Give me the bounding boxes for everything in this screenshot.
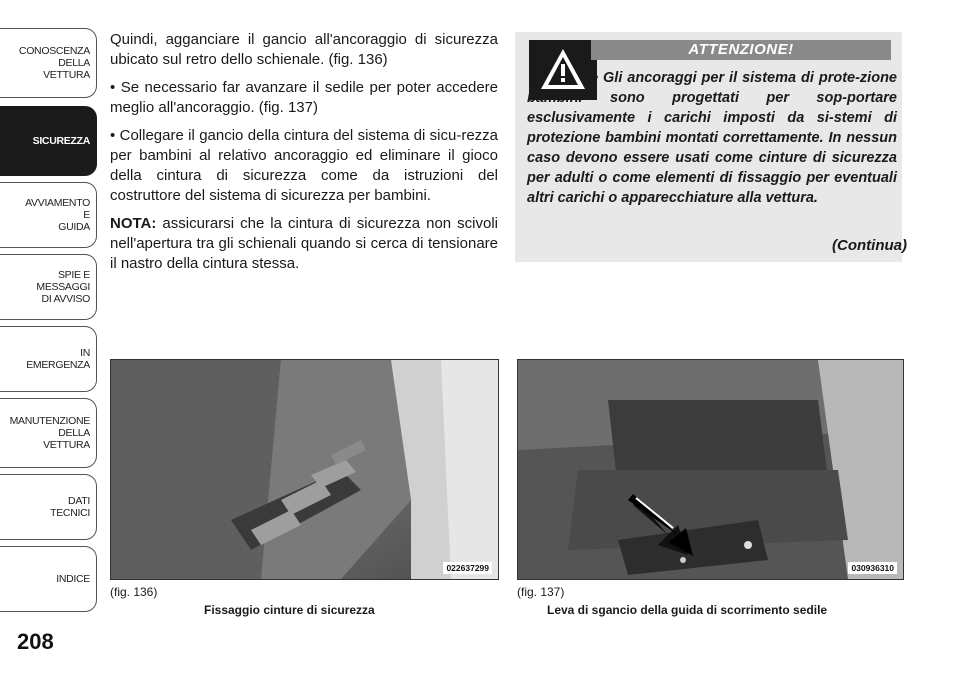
tab-dati-tecnici[interactable] bbox=[0, 474, 97, 540]
tab-label: CONOSCENZA DELLA VETTURA bbox=[18, 45, 90, 81]
nota-text: assicurarsi che la cintura di sicurezza non scivoli nell'apertura tra gli schienali quando si cerca di tensionare il nastro della cintura stessa. bbox=[110, 215, 498, 272]
seat-release-illustration bbox=[518, 360, 903, 579]
tab-spie-e-messaggi[interactable] bbox=[0, 254, 97, 320]
warning-title: ATTENZIONE! bbox=[591, 40, 891, 60]
figure-caption: Fissaggio cinture di sicurezza bbox=[204, 603, 375, 617]
tab-label: MANUTENZIONE DELLA VETTURA bbox=[9, 415, 90, 451]
tab-label: AVVIAMENTO E GUIDA bbox=[25, 197, 90, 233]
tab-manutenzione-della-vettura[interactable] bbox=[0, 398, 97, 468]
tab-label: DATI TECNICI bbox=[50, 495, 90, 519]
nota-paragraph bbox=[110, 214, 498, 274]
paragraph: Quindi, agganciare il gancio all'ancoraggio di sicurezza ubicato sul retro dello schienale. (fig. 136) bbox=[110, 31, 498, 68]
tab-in-emergenza[interactable] bbox=[0, 326, 97, 392]
continua-label: (Continua) bbox=[832, 237, 907, 254]
figure-code: 030936310 bbox=[848, 562, 897, 574]
figure-number: (fig. 136) bbox=[110, 585, 158, 599]
page-number: 208 bbox=[17, 629, 54, 654]
bullet-paragraph: • Se necessario far avanzare il sedile per poter accedere meglio all'ancoraggio. (fig. 137) bbox=[110, 79, 498, 116]
tab-label: SICUREZZA bbox=[32, 135, 90, 147]
tab-avviamento-e-guida[interactable] bbox=[0, 182, 97, 248]
tab-sicurezza[interactable] bbox=[0, 106, 97, 176]
tab-label: INDICE bbox=[56, 573, 90, 585]
warning-box bbox=[515, 32, 902, 262]
tab-label: IN EMERGENZA bbox=[26, 347, 90, 371]
warning-body: • Gli ancoraggi per il sistema di prote-zione bambini sono progettati per sop-portare esclusivamente i carichi imposti da si-stemi di protezione bambini montati correttamente. In nessun caso devono essere usati come cinture di sicurezza per adulti o come elementi di fissaggio per eventuali altri carichi o apparecchiature alla vettura. bbox=[527, 70, 897, 206]
seat-anchor-illustration bbox=[111, 360, 498, 579]
nota-label: NOTA: bbox=[110, 215, 157, 232]
bullet-paragraph: • Collegare il gancio della cintura del sistema di sicu-rezza per bambini al relativo ancoraggio ed eliminare il gioco della cintura di sicurezza come da istruzioni del costruttore del sistema di sicurezza per bambini. bbox=[110, 127, 498, 204]
tab-conoscenza-della-vettura[interactable] bbox=[0, 28, 97, 98]
figure-caption: Leva di sgancio della guida di scorrimento sedile bbox=[547, 603, 828, 617]
chapter-sidebar bbox=[0, 0, 100, 678]
tab-indice[interactable] bbox=[0, 546, 97, 612]
figure-137-image bbox=[517, 359, 904, 580]
body-text-column bbox=[110, 30, 498, 282]
warning-body-container bbox=[527, 68, 897, 208]
figure-code: 022637299 bbox=[443, 562, 492, 574]
tab-label: SPIE E MESSAGGI DI AVVISO bbox=[36, 269, 90, 305]
figure-136-image bbox=[110, 359, 499, 580]
figure-number: (fig. 137) bbox=[517, 585, 565, 599]
